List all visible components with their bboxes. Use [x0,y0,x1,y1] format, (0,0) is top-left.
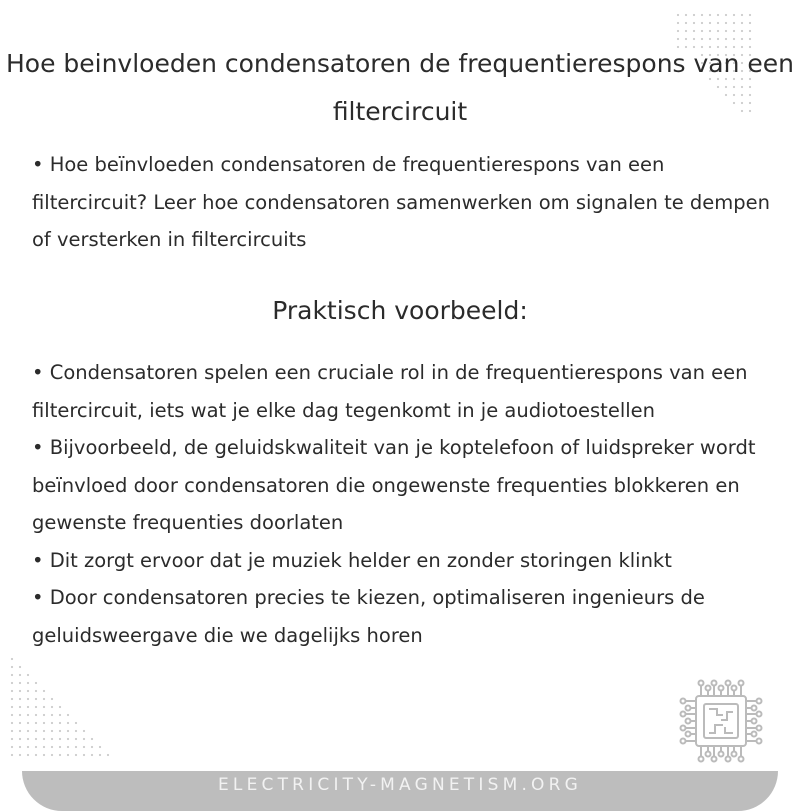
list-item: • Dit zorgt ervoor dat je muziek helder en zonder storingen klinkt [32,548,672,572]
bullet-list [32,354,777,654]
page-title: Hoe beinvloeden condensatoren de frequentierespons van een filtercircuit [5,49,795,126]
list-item: • Bijvoorbeeld, de geluidskwaliteit van je koptelefoon of luidspreker wordt beïnvloed door condensatoren die ongewenste frequenties blokkeren en gewenste frequenties doorlaten [32,436,756,534]
list-item: • Condensatoren spelen een cruciale rol in de frequentierespons van een filtercircuit, iets wat je elke dag tegenkomt in je audiotoestellen [32,361,748,422]
decorative-dots-bottom-left [8,655,123,765]
list-item: • Door condensatoren precies te kiezen, optimaliseren ingenieurs de geluidsweergave die we dagelijks horen [32,586,705,647]
section-subtitle: Praktisch voorbeeld: [272,296,528,325]
microchip-icon [676,676,766,766]
footer-website[interactable]: ELECTRICITY-MAGNETISM.ORG [22,771,778,811]
intro-paragraph: • Hoe beïnvloeden condensatoren de frequentierespons van een filtercircuit? Leer hoe condensatoren samenwerken om signalen te dempen of versterken in filtercircuits [32,153,771,251]
